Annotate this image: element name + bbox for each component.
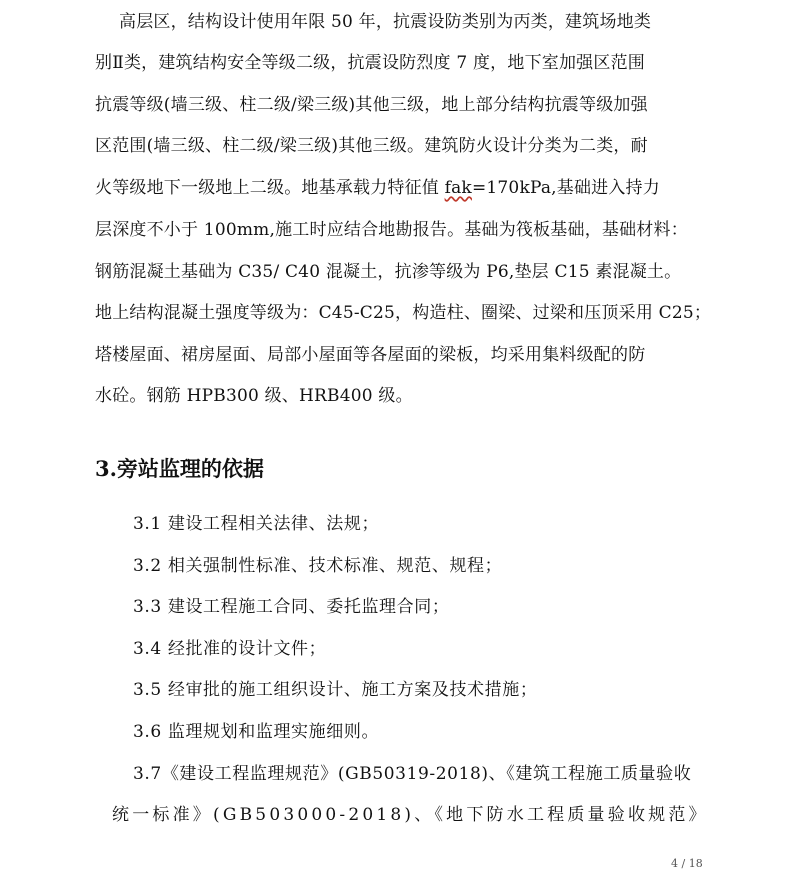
paragraph-line-4: 区范围(墙三级、柱二级/梁三级)其他三级。建筑防火设计分类为二类，耐: [95, 136, 648, 156]
paragraph-line-6: 层深度不小于 100mm,施工时应结合地勘报告。基础为筏板基础，基础材料：: [95, 220, 688, 240]
paragraph-line-5: [95, 178, 705, 198]
paragraph-line-5-head: 火等级地下一级地上二级。地基承载力特征值: [95, 178, 439, 198]
paragraph-line-8: 地上结构混凝土强度等级为：C45-C25，构造柱、圈梁、过梁和压顶采用 C25；: [95, 303, 712, 323]
paragraph-line-10: 水砼。钢筋 HPB300 级、HRB400 级。: [95, 386, 413, 406]
list-item: 3.1 建设工程相关法律、法规；: [133, 514, 380, 534]
paragraph-line-3: 抗震等级(墙三级、柱二级/梁三级)其他三级，地上部分结构抗震等级加强: [95, 95, 648, 115]
paragraph-line-5-tail: =170kPa,基础进入持力: [471, 178, 660, 198]
paragraph-line-1: 高层区，结构设计使用年限 50 年，抗震设防类别为丙类，建筑场地类: [119, 12, 652, 32]
paragraph-line-7: 钢筋混凝土基础为 C35/ C40 混凝土，抗渗等级为 P6,垫层 C15 素混凝土。: [95, 262, 682, 282]
section-heading: 3.旁站监理的依据: [95, 456, 264, 481]
list-item: 3.3 建设工程施工合同、委托监理合同；: [133, 597, 450, 617]
fak-term: fak: [444, 178, 472, 198]
list-item: 3.2 相关强制性标准、技术标准、规范、规程；: [133, 556, 503, 576]
list-item-continuation: 统一标准》(GB503000-2018)、《地下防水工程质量验收规范》: [112, 805, 709, 825]
page-number: 4 / 18: [671, 857, 703, 870]
list-item: 3.6 监理规划和监理实施细则。: [133, 722, 380, 742]
list-item: 3.4 经批准的设计文件；: [133, 639, 327, 659]
list-item: 3.5 经审批的施工组织设计、施工方案及技术措施；: [133, 680, 538, 700]
list-item: 3.7《建设工程监理规范》(GB50319-2018)、《建筑工程施工质量验收: [133, 764, 692, 784]
paragraph-line-2: 别Ⅱ类，建筑结构安全等级二级，抗震设防烈度 7 度，地下室加强区范围: [95, 53, 645, 73]
paragraph-line-9: 塔楼屋面、裙房屋面、局部小屋面等各屋面的梁板，均采用集料级配的防: [95, 345, 646, 365]
